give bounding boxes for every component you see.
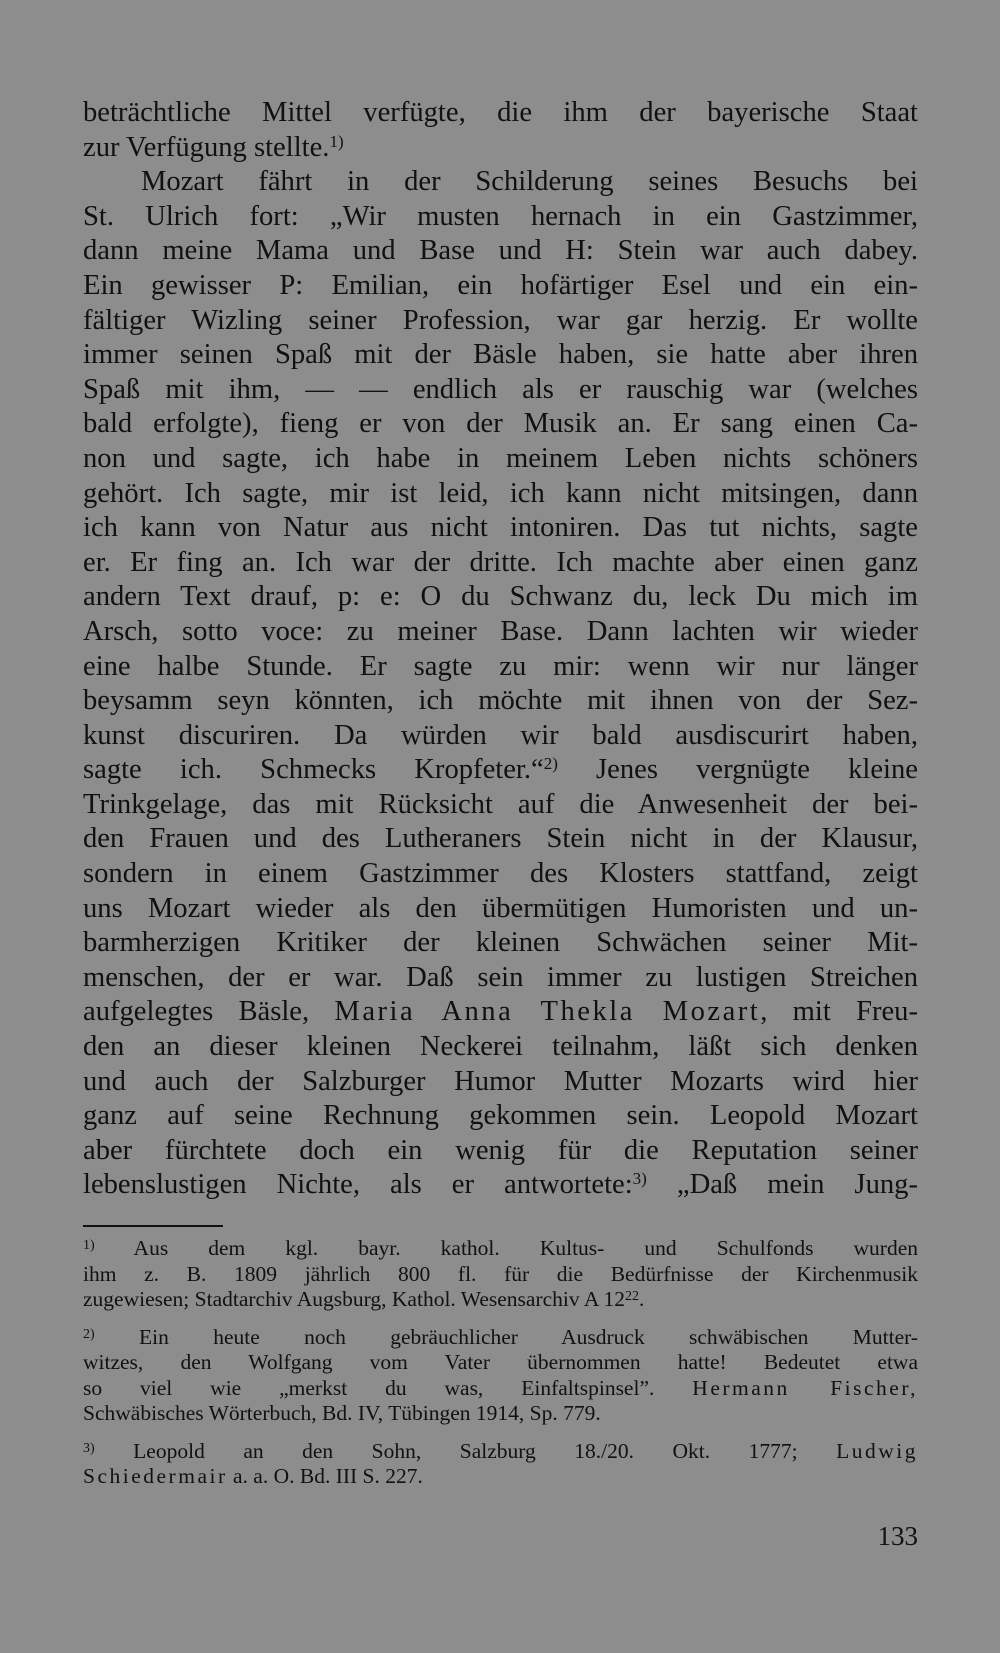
- footnote-line: $^{1)}$ Aus dem kgl. bayr. kathol. Kultus- und Schulfonds wurden: [83, 1236, 918, 1260]
- footnote-marker: 3): [83, 1440, 95, 1456]
- footnote-line: Schiedermair a. a. O. Bd. III S. 227.: [83, 1464, 423, 1488]
- text-line: bald erfolgte), fieng er von der Musik an. Er sang einen Ca-: [83, 408, 918, 440]
- text-line: den an dieser kleinen Neckerei teilnahm, läßt sich denken: [83, 1031, 918, 1063]
- footnote-line: $^{3)}$ Leopold an den Sohn, Salzburg 18./20. Okt. 1777; Ludwig: [83, 1438, 918, 1463]
- text-line: gehört. Ich sagte, mir ist leid, ich kann nicht mitsingen, dann: [83, 477, 918, 509]
- text-line: beysamm seyn könnten, ich möchte mit ihnen von der Sez-: [83, 685, 918, 717]
- text-line: dann meine Mama und Base und H: Stein war auch dabey.: [83, 235, 918, 267]
- footnote-2: [83, 1325, 918, 1427]
- text-line: Mozart fährt in der Schilderung seines Besuchs bei: [141, 166, 918, 198]
- footnote-line: zugewiesen; Stadtarchiv Augsburg, Kathol. Wesensarchiv A 12$^{22}$.: [83, 1287, 645, 1311]
- footnote-marker: 2): [83, 1326, 95, 1342]
- text-line: immer seinen Spaß mit der Bäsle haben, sie hatte aber ihren: [83, 339, 918, 371]
- text-line: ganz auf seine Rechnung gekommen sein. Leopold Mozart: [83, 1100, 918, 1132]
- footnote-line: witzes, den Wolfgang vom Vater übernommen hatte! Bedeutet etwa: [83, 1350, 918, 1374]
- text-line: den Frauen und des Lutheraners Stein nicht in der Klausur,: [83, 823, 918, 855]
- text-line: kunst discuriren. Da würden wir bald ausdiscurirt haben,: [83, 719, 918, 751]
- footnote-line: ihm z. B. 1809 jährlich 800 fl. für die Bedürfnisse der Kirchenmusik: [83, 1261, 918, 1286]
- text-line: er. Er fing an. Ich war der dritte. Ich machte aber einen ganz: [83, 546, 918, 578]
- text-line: ich kann von Natur aus nicht intoniren. Das tut nichts, sagte: [83, 512, 918, 544]
- book-page: [83, 96, 918, 1626]
- text-line: lebenslustigen Nichte, als er antwortete:$^{3)}$ „Daß mein Jung-: [83, 1169, 918, 1201]
- footnote-reference[interactable]: 3): [632, 1169, 647, 1189]
- footnote-line: so viel wie „merkst du was, Einfaltspinsel”. Hermann Fischer,: [83, 1375, 919, 1400]
- footnote-reference[interactable]: 2): [543, 754, 558, 774]
- text-line: non und sagte, ich habe in meinem Leben nichts schöners: [83, 442, 918, 474]
- footnotes: [83, 1236, 918, 1502]
- text-line: aber fürchtete doch ein wenig für die Reputation seiner: [83, 1134, 918, 1166]
- footnote-marker: 1): [83, 1238, 95, 1253]
- footnote-3: [83, 1439, 918, 1490]
- text-line: beträchtliche Mittel verfügte, die ihm der bayerische Staat: [83, 97, 918, 128]
- text-line: fältiger Wizling seiner Profession, war gar herzig. Er wollte: [83, 304, 918, 336]
- text-line: sondern in einem Gastzimmer des Klosters stattfand, zeigt: [83, 858, 918, 890]
- text-line: andern Text drauf, p: e: O du Schwanz du, leck Du mich im: [83, 581, 918, 613]
- footnote-1: [83, 1236, 918, 1313]
- text-line: zur Verfügung stellte.$^{1)}$: [83, 131, 344, 163]
- body-text: [83, 96, 918, 1203]
- text-line: St. Ulrich fort: „Wir musten hernach in ein Gastzimmer,: [83, 200, 918, 232]
- footnote-line: $^{2)}$ Ein heute noch gebräuchlicher Ausdruck schwäbischen Mutter-: [83, 1324, 919, 1349]
- text-line: aufgelegtes Bäsle, Maria Anna Thekla Mozart, mit Freu-: [83, 996, 918, 1028]
- text-line: sagte ich. Schmecks Kropfeter.“$^{2)}$ Jenes vergnügte kleine: [83, 754, 918, 786]
- text-line: Spaß mit ihm, — — endlich als er rauschig war (welches: [83, 373, 918, 405]
- spaced-name: Maria Anna Thekla Mozart: [334, 996, 761, 1028]
- text-line: Arsch, sotto voce: zu meiner Base. Dann lachten wir wieder: [83, 615, 918, 647]
- text-line: Trinkgelage, das mit Rücksicht auf die Anwesenheit der bei-: [83, 788, 918, 820]
- text-line: menschen, der er war. Daß sein immer zu lustigen Streichen: [83, 961, 918, 993]
- text-line: und auch der Salzburger Humor Mutter Mozarts wird hier: [83, 1065, 918, 1097]
- page-number: 133: [877, 1521, 918, 1551]
- footnote-divider: [83, 1225, 223, 1227]
- text-line: eine halbe Stunde. Er sagte zu mir: wenn wir nur länger: [83, 650, 918, 682]
- text-line: uns Mozart wieder als den übermütigen Humoristen und un-: [83, 892, 918, 924]
- text-line: Ein gewisser P: Emilian, ein hofärtiger Esel und ein ein-: [83, 269, 918, 301]
- text-line: barmherzigen Kritiker der kleinen Schwächen seiner Mit-: [83, 927, 918, 959]
- footnote-line: Schwäbisches Wörterbuch, Bd. IV, Tübingen 1914, Sp. 779.: [83, 1401, 601, 1425]
- footnote-reference[interactable]: 1): [329, 131, 344, 151]
